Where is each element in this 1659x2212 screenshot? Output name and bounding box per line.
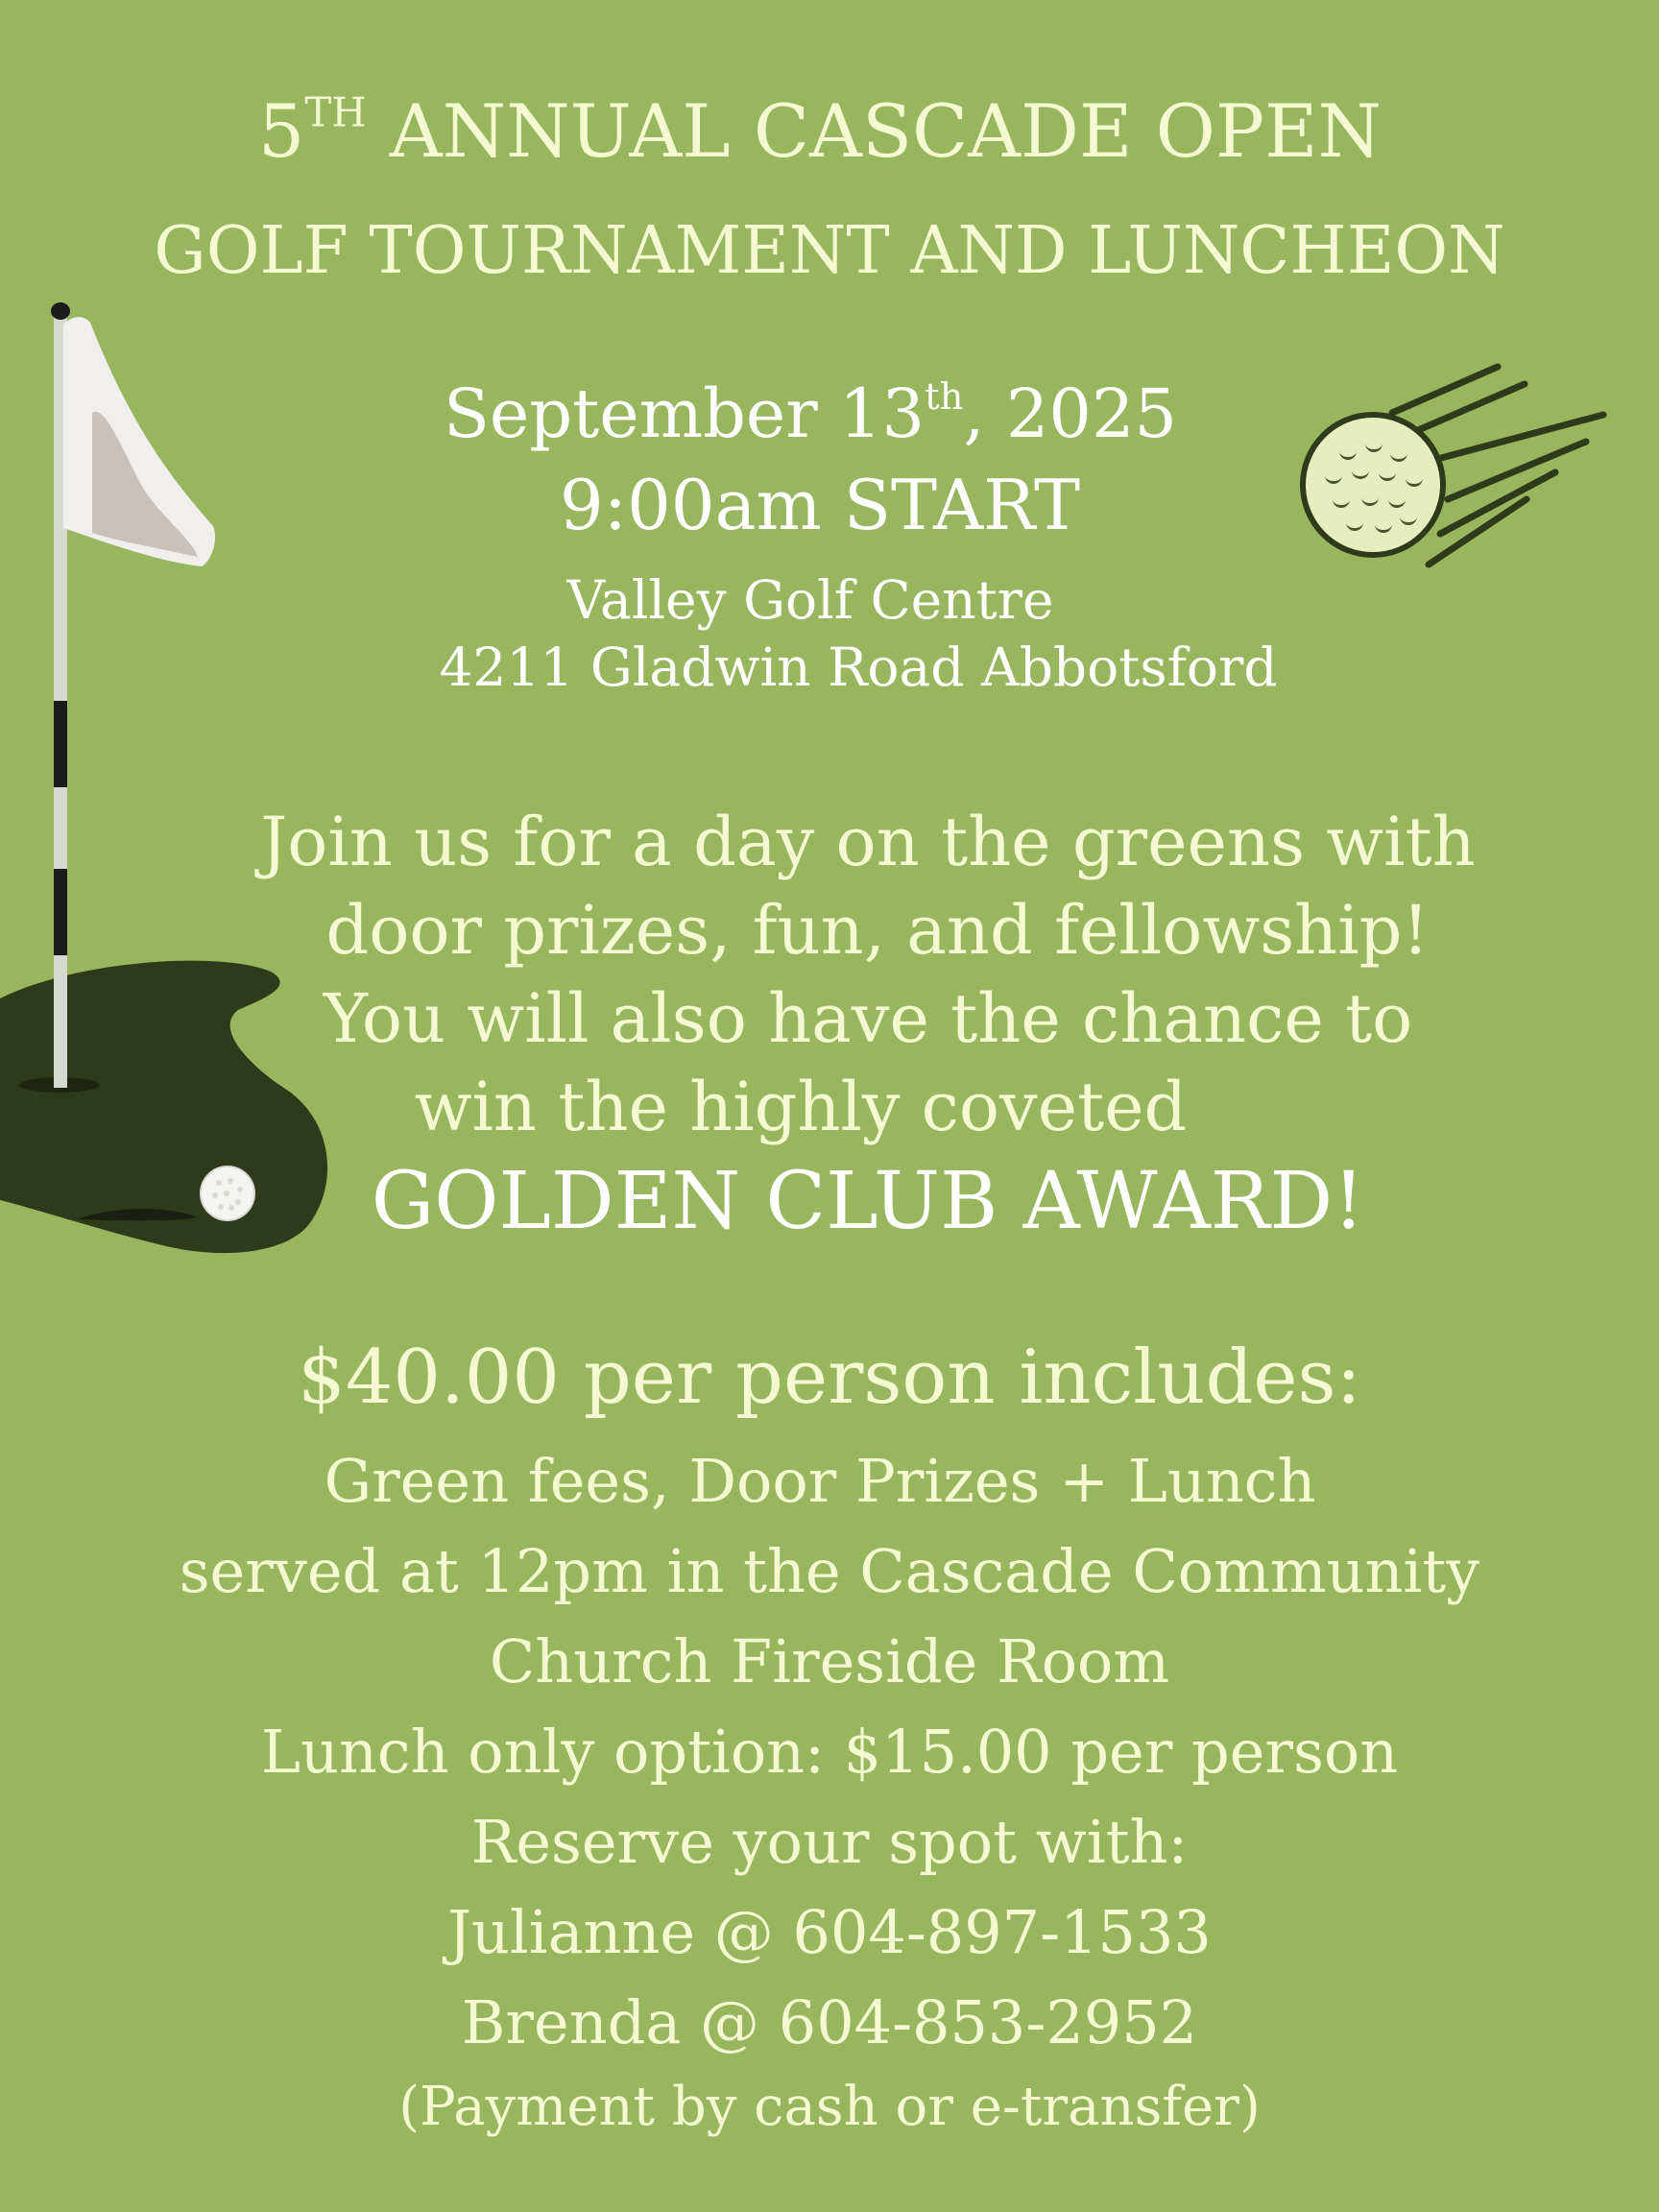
title-ordinal: 5: [257, 88, 305, 174]
venue-address: 4211 Gladwin Road Abbotsford: [439, 637, 1278, 698]
title-text: ANNUAL CASCADE OPEN: [366, 88, 1382, 174]
date-ordinal: th: [925, 375, 964, 420]
venue-name: Valley Golf Centre: [566, 569, 1054, 631]
price-line-2: served at 12pm in the Cascade Community: [179, 1536, 1480, 1606]
price-line-3: Church Fireside Room: [489, 1626, 1170, 1696]
start-time: 9:00am START: [559, 465, 1081, 545]
title-line-1: [0, 88, 1649, 174]
date-year: , 2025: [963, 374, 1178, 453]
reserve-heading: Reserve your spot with:: [470, 1807, 1189, 1877]
invite-line-4: win the highly coveted: [414, 1068, 1188, 1146]
invite-line-2: door prizes, fun, and fellowship!: [325, 891, 1430, 970]
golden-club-award: GOLDEN CLUB AWARD!: [371, 1156, 1365, 1247]
invite-line-1: Join us for a day on the greens with: [260, 803, 1476, 881]
title-line-2: GOLF TOURNAMENT AND LUNCHEON: [154, 213, 1505, 289]
contact-brenda: Brenda @ 604-853-2952: [461, 1987, 1198, 2057]
invite-line-3: You will also have the chance to: [323, 979, 1413, 1058]
price-headline: $40.00 per person includes:: [298, 1334, 1361, 1421]
contact-julianne: Julianne @ 604-897-1533: [447, 1897, 1212, 1967]
title-ordinal-suffix: TH: [304, 88, 367, 136]
price-line-1: Green fees, Door Prizes + Lunch: [324, 1446, 1316, 1516]
date-main: September 13: [443, 374, 926, 453]
price-line-4: Lunch only option: $15.00 per person: [260, 1717, 1399, 1787]
payment-note: (Payment by cash or e-transfer): [398, 2076, 1261, 2138]
event-date: [0, 374, 1640, 453]
